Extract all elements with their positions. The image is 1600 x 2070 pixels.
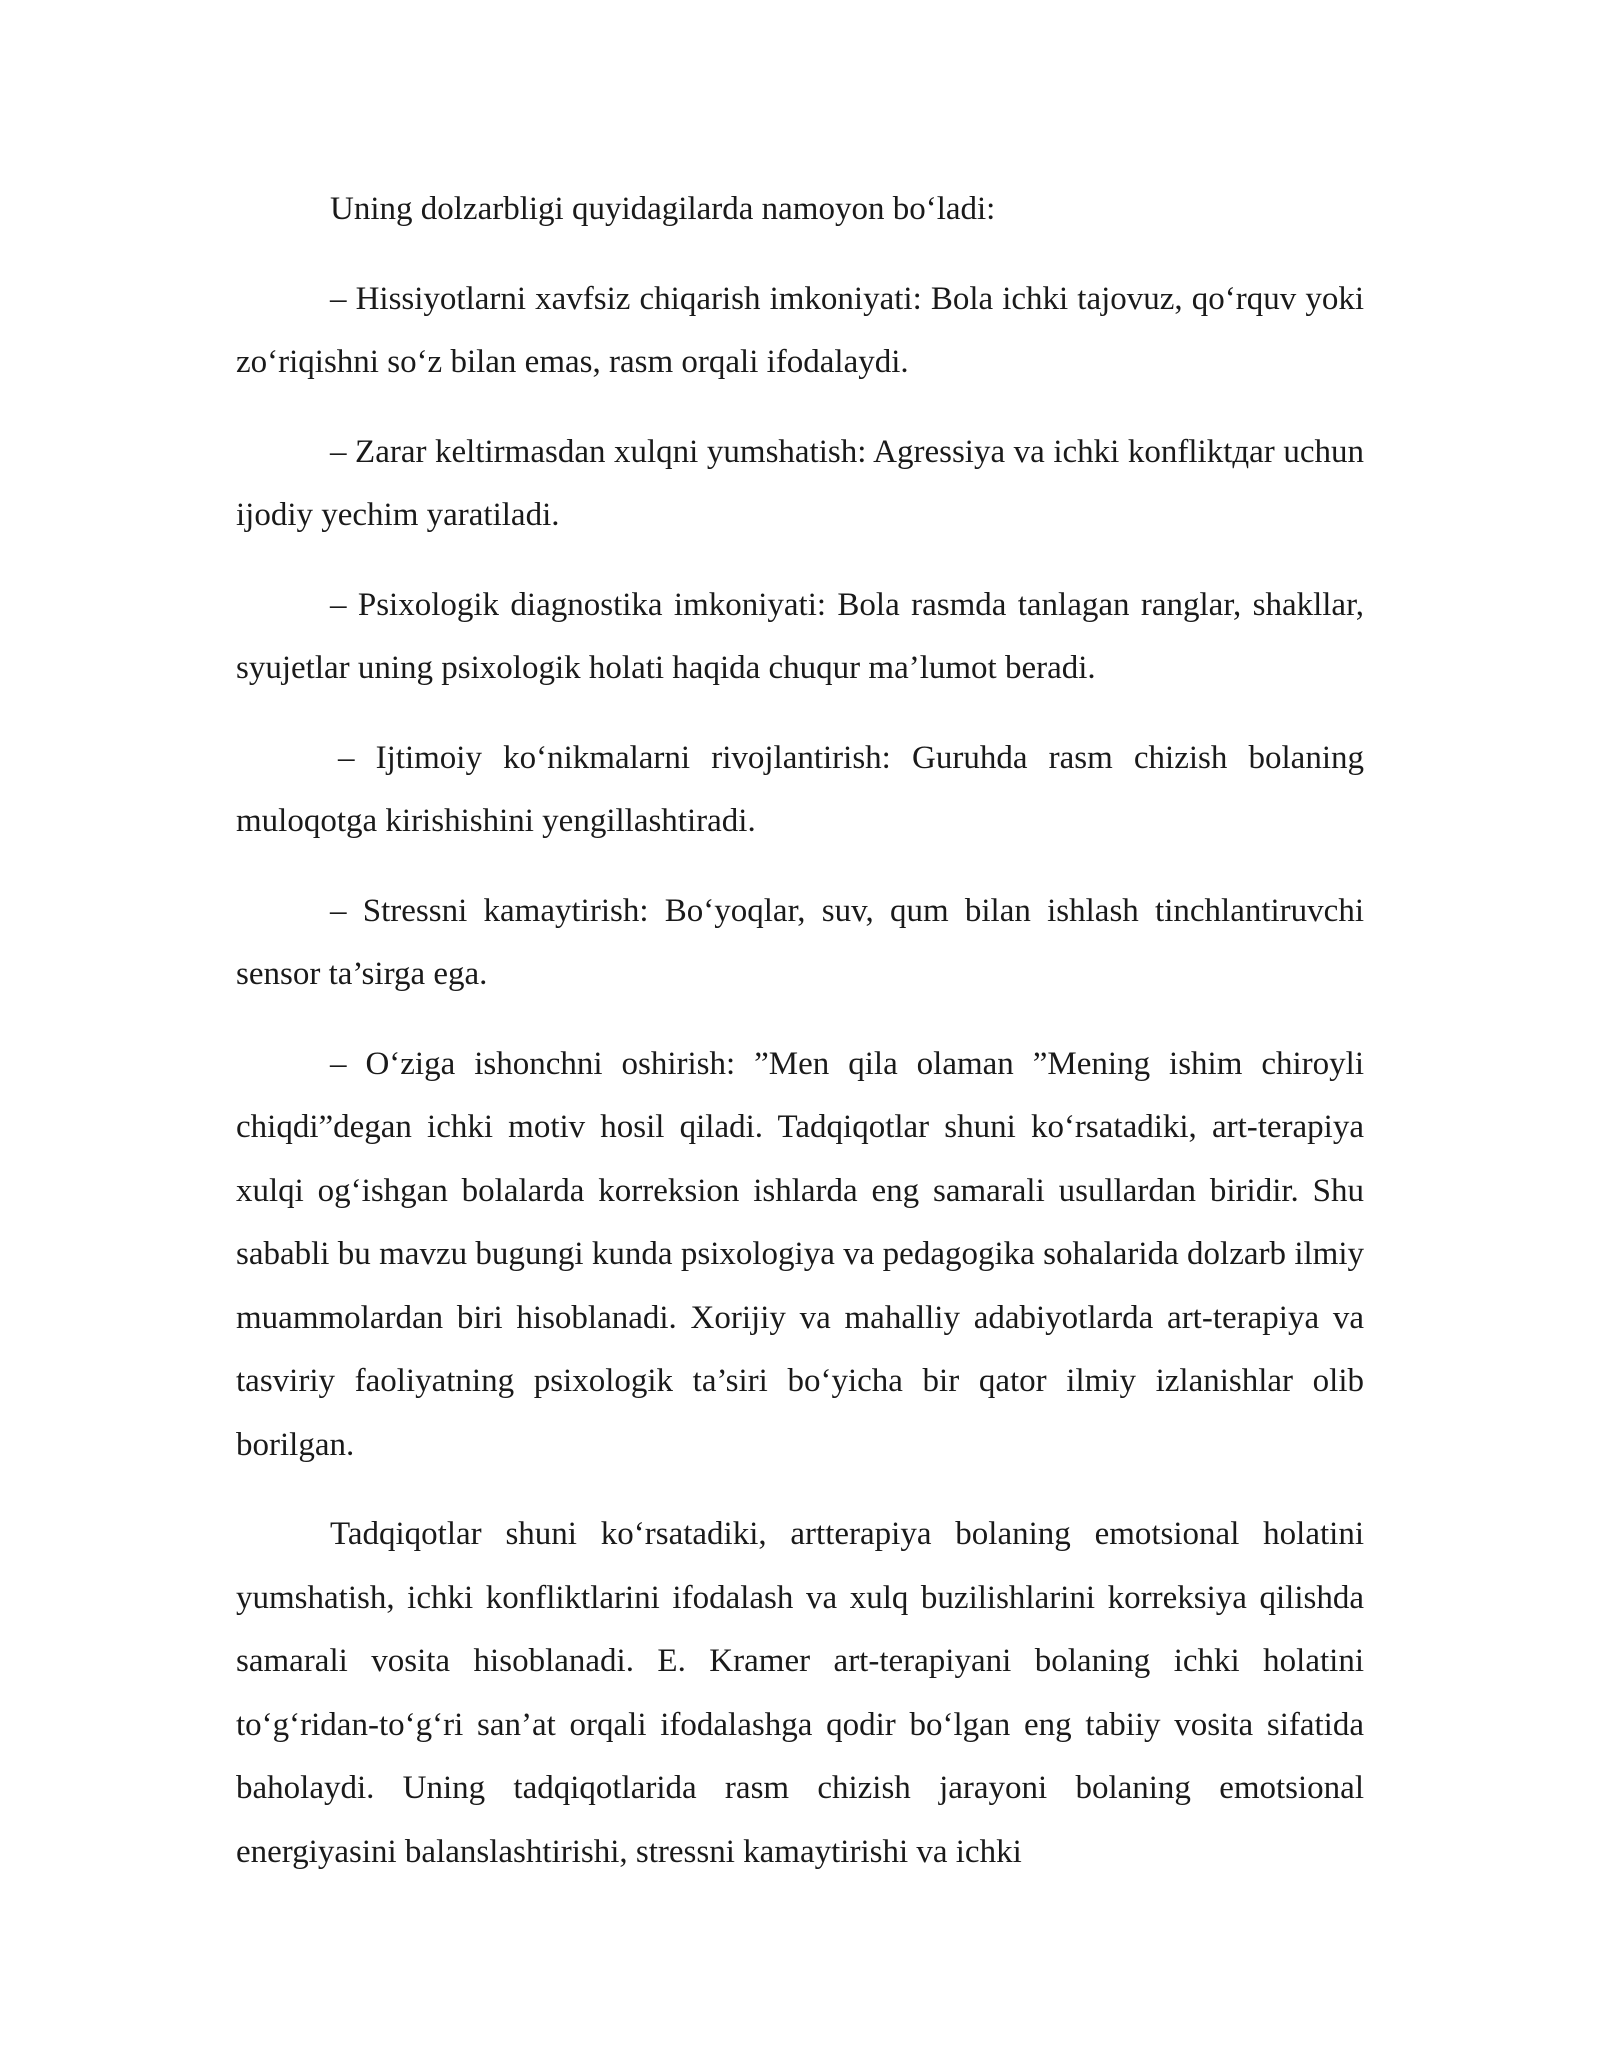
paragraph-emotions: – Hissiyotlarni xavfsiz chiqarish imkoniyati: Bola ichki tajovuz, qo‘rquv yoki zo‘riqishni so‘z bilan emas, rasm orqali ifodalaydi.	[236, 280, 1364, 380]
paragraph-intro: Uning dolzarbligi quyidagilarda namoyon bo‘ladi:	[330, 191, 996, 227]
paragraph-social-skills: – Ijtimoiy ko‘nikmalarni rivojlantirish: Guruhda rasm chizish bolaning muloqotga kirishishini yengillashtiradi.	[236, 739, 1364, 839]
body-text	[236, 178, 1364, 1910]
paragraph-research: Tadqiqotlar shuni ko‘rsatadiki, artterapiya bolaning emotsional holatini yumshatish, ichki konfliktlarini ifodalash va xulq buzilishlarini korreksiya qilishda samarali vosita hisoblanadi. E. Kramer art-terapiyani bolaning ichki holatini to‘g‘ridan-to‘g‘ri san’at orqali ifodalashga qodir bo‘lgan eng tabiiy vosita sifatida baholaydi. Uning tadqiqotlarida rasm chizish jarayoni bolaning emotsional energiyasini balanslashtirishi, stressni kamaytirishi va ichki	[236, 1516, 1364, 1870]
paragraph-diagnostics: – Psixologik diagnostika imkoniyati: Bola rasmda tanlagan ranglar, shakllar, syujetlar uning psixologik holati haqida chuqur ma’lumot beradi.	[236, 586, 1364, 686]
paragraph-stress: – Stressni kamaytirish: Bo‘yoqlar, suv, qum bilan ishlash tinchlantiruvchi sensor ta’sirga ega.	[236, 892, 1364, 992]
paragraph-behavior: – Zarar keltirmasdan xulqni yumshatish: Agressiya va ichki konfliktдar uchun ijodiy yechim yaratiladi.	[236, 433, 1364, 533]
paragraph-self-confidence: – O‘ziga ishonchni oshirish: ”Men qila olaman ”Mening ishim chiroyli chiqdi”degan ichki motiv hosil qiladi. Tadqiqotlar shuni ko‘rsatadiki, art-terapiya xulqi og‘ishgan bolalarda korreksion ishlarda eng samarali usullardan biridir. Shu sababli bu mavzu bugungi kunda psixologiya va pedagogika sohalarida dolzarb ilmiy muammolardan biri hisoblanadi. Xorijiy va mahalliy adabiyotlarda art-terapiya va tasviriy faoliyatning psixologik ta’siri bo‘yicha bir qator ilmiy izlanishlar olib borilgan.	[236, 1045, 1364, 1463]
